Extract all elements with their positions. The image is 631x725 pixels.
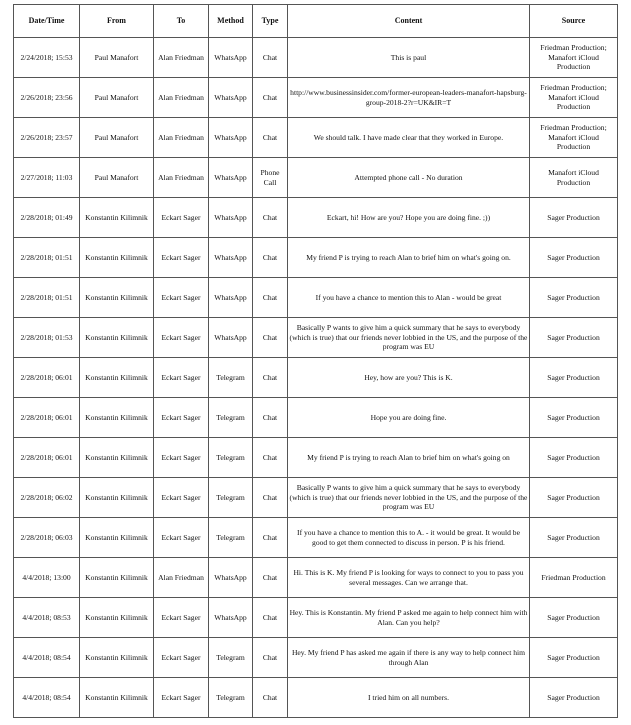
cell-to: Eckart Sager [154,198,209,238]
table-row [14,238,618,278]
header-content: Content [288,5,530,38]
cell-to: Eckart Sager [154,278,209,318]
cell-to: Eckart Sager [154,638,209,678]
table-row [14,678,618,718]
cell-content: Hope you are doing fine. [288,398,530,438]
cell-from: Konstantin Kilimnik [80,318,154,358]
cell-date-time: 2/28/2018; 06:01 [14,358,80,398]
cell-date-time: 4/4/2018; 08:53 [14,598,80,638]
cell-source: Sager Production [530,358,618,398]
cell-source: Manafort iCloud Production [530,158,618,198]
header-method: Method [209,5,253,38]
cell-content: If you have a chance to mention this to Alan - would be great [288,278,530,318]
table-row [14,398,618,438]
cell-method: Telegram [209,478,253,518]
cell-from: Konstantin Kilimnik [80,558,154,598]
cell-to: Alan Friedman [154,118,209,158]
table-row [14,358,618,398]
cell-type: Chat [253,678,288,718]
cell-content: My friend P is trying to reach Alan to brief him on what's going on [288,438,530,478]
cell-content: Basically P wants to give him a quick summary that he says to everybody (which is true) that our friends never lobbied in the US, and the purpose of the program was EU [288,318,530,358]
cell-source: Sager Production [530,678,618,718]
cell-to: Eckart Sager [154,318,209,358]
cell-source: Sager Production [530,398,618,438]
cell-date-time: 2/28/2018; 01:49 [14,198,80,238]
cell-date-time: 2/28/2018; 01:53 [14,318,80,358]
header-source: Source [530,5,618,38]
cell-method: WhatsApp [209,198,253,238]
cell-source: Friedman Production; Manafort iCloud Production [530,118,618,158]
header-type: Type [253,5,288,38]
cell-date-time: 2/24/2018; 15:53 [14,38,80,78]
cell-from: Konstantin Kilimnik [80,638,154,678]
cell-type: Chat [253,278,288,318]
cell-source: Sager Production [530,638,618,678]
cell-content: This is paul [288,38,530,78]
cell-source: Sager Production [530,198,618,238]
table-row [14,438,618,478]
cell-method: WhatsApp [209,78,253,118]
cell-to: Alan Friedman [154,558,209,598]
cell-to: Eckart Sager [154,518,209,558]
cell-to: Eckart Sager [154,358,209,398]
cell-method: Telegram [209,518,253,558]
cell-date-time: 4/4/2018; 13:00 [14,558,80,598]
cell-to: Eckart Sager [154,598,209,638]
cell-content: Basically P wants to give him a quick summary that he says to everybody (which is true) that our friends never lobbied in the US, and the purpose of the program was EU [288,478,530,518]
cell-method: WhatsApp [209,318,253,358]
cell-date-time: 2/27/2018; 11:03 [14,158,80,198]
cell-date-time: 2/28/2018; 01:51 [14,278,80,318]
table-body [14,38,618,718]
cell-type: Chat [253,638,288,678]
cell-date-time: 2/28/2018; 01:51 [14,238,80,278]
cell-type: Chat [253,38,288,78]
cell-content: I tried him on all numbers. [288,678,530,718]
cell-type: Phone Call [253,158,288,198]
cell-content: Hey, how are you? This is K. [288,358,530,398]
cell-date-time: 4/4/2018; 08:54 [14,638,80,678]
cell-from: Paul Manafort [80,118,154,158]
header-to: To [154,5,209,38]
cell-method: WhatsApp [209,558,253,598]
cell-from: Konstantin Kilimnik [80,398,154,438]
cell-content: http://www.businessinsider.com/former-european-leaders-manafort-hapsburg-group-2018-2?r=UK&IR=T [288,78,530,118]
table-row [14,278,618,318]
cell-from: Konstantin Kilimnik [80,598,154,638]
cell-method: WhatsApp [209,598,253,638]
cell-type: Chat [253,598,288,638]
cell-content: Attempted phone call - No duration [288,158,530,198]
cell-from: Konstantin Kilimnik [80,478,154,518]
cell-to: Eckart Sager [154,478,209,518]
cell-source: Sager Production [530,278,618,318]
cell-content: Hey. This is Konstantin. My friend P asked me again to help connect him with Alan. Can you help? [288,598,530,638]
cell-date-time: 2/28/2018; 06:01 [14,398,80,438]
cell-from: Paul Manafort [80,158,154,198]
cell-source: Sager Production [530,438,618,478]
cell-date-time: 2/26/2018; 23:57 [14,118,80,158]
header-date-time: Date/Time [14,5,80,38]
cell-source: Friedman Production; Manafort iCloud Production [530,78,618,118]
cell-date-time: 2/28/2018; 06:02 [14,478,80,518]
cell-method: WhatsApp [209,278,253,318]
cell-from: Konstantin Kilimnik [80,438,154,478]
cell-type: Chat [253,558,288,598]
cell-from: Konstantin Kilimnik [80,518,154,558]
cell-from: Konstantin Kilimnik [80,358,154,398]
cell-from: Paul Manafort [80,78,154,118]
cell-to: Eckart Sager [154,238,209,278]
cell-type: Chat [253,398,288,438]
cell-to: Eckart Sager [154,678,209,718]
header-row [14,5,618,38]
cell-to: Eckart Sager [154,438,209,478]
cell-to: Eckart Sager [154,398,209,438]
cell-type: Chat [253,118,288,158]
cell-content: Hi. This is K. My friend P is looking for ways to connect to you to pass you several messages. Can we arrange that. [288,558,530,598]
cell-method: Telegram [209,398,253,438]
cell-type: Chat [253,238,288,278]
cell-to: Alan Friedman [154,38,209,78]
table-row [14,638,618,678]
cell-source: Friedman Production [530,558,618,598]
cell-method: WhatsApp [209,158,253,198]
cell-content: We should talk. I have made clear that they worked in Europe. [288,118,530,158]
cell-content: Eckart, hi! How are you? Hope you are doing fine. ;)) [288,198,530,238]
cell-source: Sager Production [530,598,618,638]
cell-method: WhatsApp [209,38,253,78]
cell-to: Alan Friedman [154,158,209,198]
table-row [14,518,618,558]
cell-from: Konstantin Kilimnik [80,678,154,718]
cell-type: Chat [253,358,288,398]
cell-date-time: 2/28/2018; 06:01 [14,438,80,478]
cell-source: Sager Production [530,478,618,518]
cell-method: Telegram [209,438,253,478]
cell-source: Sager Production [530,318,618,358]
cell-content: Hey. My friend P has asked me again if there is any way to help connect him through Alan [288,638,530,678]
table-row [14,318,618,358]
table-row [14,78,618,118]
table-row [14,198,618,238]
cell-method: Telegram [209,358,253,398]
cell-date-time: 2/28/2018; 06:03 [14,518,80,558]
cell-from: Paul Manafort [80,38,154,78]
cell-date-time: 4/4/2018; 08:54 [14,678,80,718]
table-row [14,478,618,518]
table-row [14,38,618,78]
cell-to: Alan Friedman [154,78,209,118]
cell-source: Sager Production [530,238,618,278]
cell-content: My friend P is trying to reach Alan to brief him on what's going on. [288,238,530,278]
cell-type: Chat [253,518,288,558]
cell-type: Chat [253,78,288,118]
cell-date-time: 2/26/2018; 23:56 [14,78,80,118]
cell-source: Friedman Production; Manafort iCloud Production [530,38,618,78]
communications-table [13,4,618,718]
cell-from: Konstantin Kilimnik [80,238,154,278]
table-row [14,118,618,158]
cell-type: Chat [253,478,288,518]
cell-method: Telegram [209,678,253,718]
table-row [14,598,618,638]
table-row [14,558,618,598]
cell-type: Chat [253,318,288,358]
cell-method: Telegram [209,638,253,678]
cell-from: Konstantin Kilimnik [80,198,154,238]
table-row [14,158,618,198]
header-from: From [80,5,154,38]
cell-method: WhatsApp [209,118,253,158]
cell-type: Chat [253,438,288,478]
cell-method: WhatsApp [209,238,253,278]
cell-from: Konstantin Kilimnik [80,278,154,318]
cell-content: If you have a chance to mention this to A. - it would be great. It would be good to get them connected to discuss in person. P is his friend. [288,518,530,558]
cell-type: Chat [253,198,288,238]
cell-source: Sager Production [530,518,618,558]
